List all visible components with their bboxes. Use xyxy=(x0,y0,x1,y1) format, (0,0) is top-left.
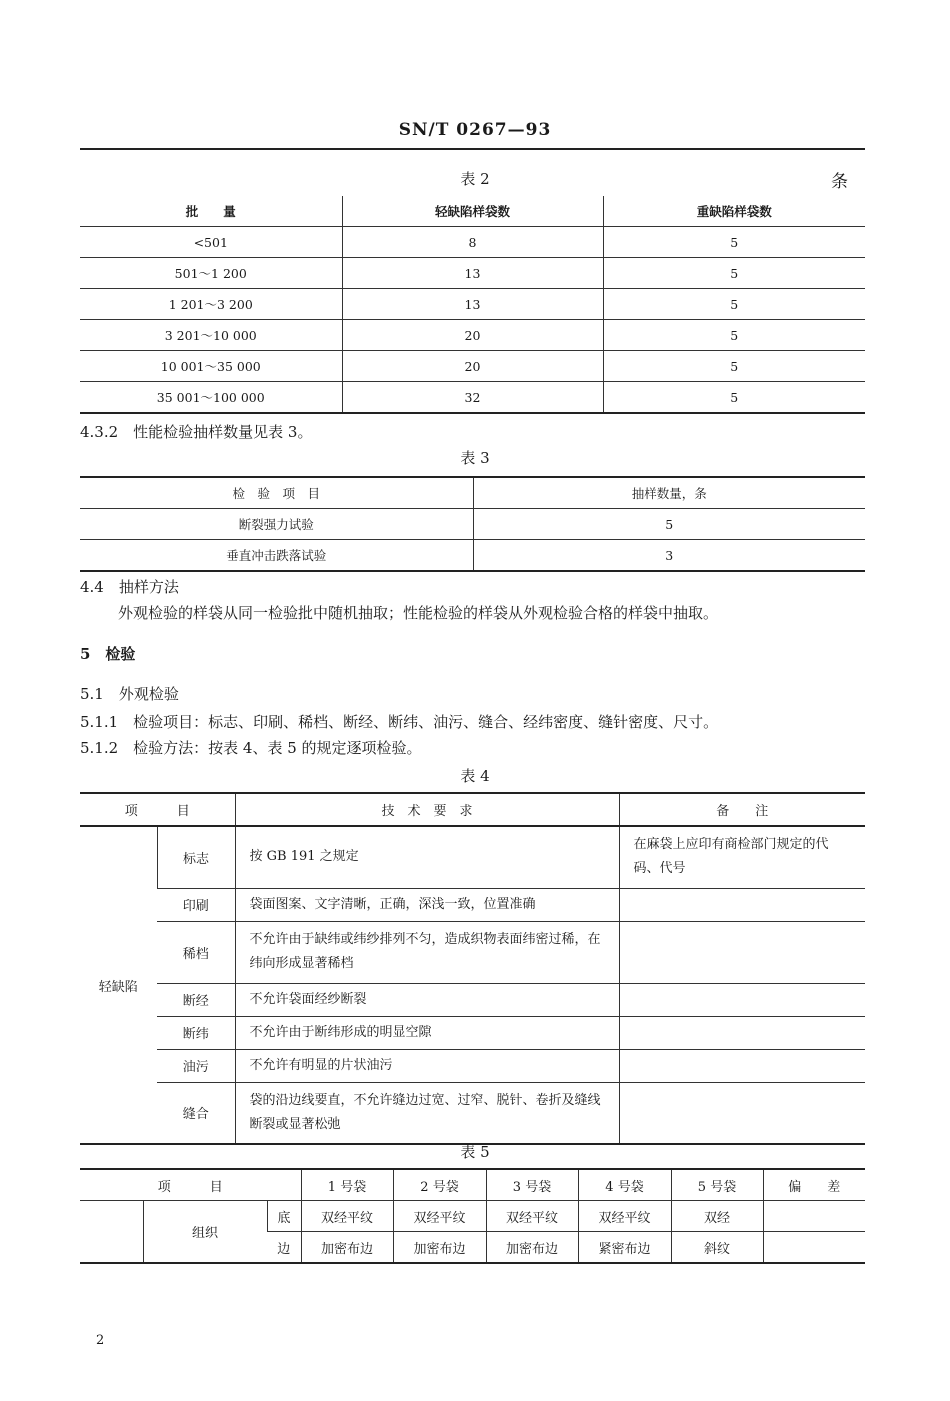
table-row xyxy=(80,382,865,414)
table-row xyxy=(80,540,865,572)
table-cell: 5 xyxy=(603,227,865,258)
table-cell: 双经平纹 xyxy=(578,1201,671,1232)
note-cell xyxy=(619,1082,865,1144)
table-row xyxy=(80,509,865,540)
requirement-cell: 按 GB 191 之规定 xyxy=(235,826,619,888)
table-header-row xyxy=(80,1169,865,1201)
requirement-cell: 不允许由于缺纬或纬纱排列不匀，造成织物表面纬密过稀，在纬向形成显著稀档 xyxy=(235,921,619,983)
section-4-3-2: 4.3.2 性能检验抽样数量见表 3。 xyxy=(80,423,313,441)
doc-header: SN/T 0267—93 xyxy=(398,120,552,140)
note-cell xyxy=(619,1049,865,1082)
column-header: 批 量 xyxy=(185,204,236,219)
table2-unit: 条 xyxy=(831,172,848,192)
column-header: 检 验 项 目 xyxy=(232,486,320,501)
table-cell: 垂直冲击跌落试验 xyxy=(80,540,473,572)
table4-caption: 表 4 xyxy=(460,767,490,785)
table-cell: <501 xyxy=(80,227,342,258)
item-cell: 断纬 xyxy=(157,1016,235,1049)
table-cell: 3 201～10 000 xyxy=(80,320,342,351)
table-cell: 5 xyxy=(603,382,865,414)
sub-item-cell: 底 xyxy=(267,1201,301,1232)
note-cell xyxy=(619,888,865,921)
table-row xyxy=(80,1049,865,1082)
group-cell: 轻缺陷 xyxy=(98,979,138,995)
table4 xyxy=(80,792,865,1145)
table-cell: 35 001～100 000 xyxy=(80,382,342,414)
column-header: 重缺陷样袋数 xyxy=(603,196,865,227)
table2-caption: 表 2 xyxy=(460,170,490,188)
table-cell: 5 xyxy=(603,258,865,289)
table-cell: 加密布边 xyxy=(486,1232,578,1264)
table-cell: 1 201～3 200 xyxy=(80,289,342,320)
column-header: 4 号袋 xyxy=(578,1169,671,1201)
column-header: 抽样数量，条 xyxy=(473,477,865,509)
table-cell: 加密布边 xyxy=(301,1232,393,1264)
section-5-1-1: 5.1.1 检验项目：标志、印刷、稀档、断经、断纬、油污、缝合、经纬密度、缝针密度、尺寸。 xyxy=(80,713,719,731)
sub-item-cell: 边 xyxy=(267,1232,301,1264)
table5 xyxy=(80,1168,865,1264)
table-cell: 双经平纹 xyxy=(486,1201,578,1232)
note-cell xyxy=(619,1016,865,1049)
item-cell: 油污 xyxy=(157,1049,235,1082)
section-4-4-text: 外观检验的样袋从同一检验批中随机抽取；性能检验的样袋从外观检验合格的样袋中抽取。 xyxy=(118,604,719,622)
item-cell: 断经 xyxy=(157,983,235,1016)
table-cell: 10 001～35 000 xyxy=(80,351,342,382)
table-row xyxy=(80,888,865,921)
table5-caption: 表 5 xyxy=(460,1143,490,1161)
column-header: 备 注 xyxy=(619,793,865,826)
column-header: 1 号袋 xyxy=(301,1169,393,1201)
item-cell: 印刷 xyxy=(157,888,235,921)
table-cell: 20 xyxy=(342,320,603,351)
column-header: 5 号袋 xyxy=(671,1169,763,1201)
table-cell: 双经平纹 xyxy=(301,1201,393,1232)
table-row xyxy=(80,1201,865,1232)
table2 xyxy=(80,196,865,414)
requirement-cell: 不允许有明显的片状油污 xyxy=(235,1049,619,1082)
table-row xyxy=(80,1082,865,1144)
table-row xyxy=(80,826,865,888)
section-5-1: 5.1 外观检验 xyxy=(80,685,179,703)
item-cell: 缝合 xyxy=(157,1082,235,1144)
column-header: 3 号袋 xyxy=(486,1169,578,1201)
column-header: 轻缺陷样袋数 xyxy=(342,196,603,227)
column-header: 2 号袋 xyxy=(393,1169,486,1201)
table-cell: 双经 xyxy=(671,1201,763,1232)
table-row xyxy=(80,258,865,289)
table-cell: 加密布边 xyxy=(393,1232,486,1264)
deviation-cell xyxy=(763,1232,865,1264)
requirement-cell: 袋的沿边线要直，不允许缝边过宽、过窄、脱针、卷折及缝线断裂或显著松弛 xyxy=(235,1082,619,1144)
column-header: 技 术 要 求 xyxy=(235,793,619,826)
table-cell: 3 xyxy=(473,540,865,572)
column-header: 项 目 xyxy=(157,1179,223,1195)
table-cell: 断裂强力试验 xyxy=(80,509,473,540)
table-cell: 20 xyxy=(342,351,603,382)
table-cell: 13 xyxy=(342,289,603,320)
column-header: 项 目 xyxy=(80,793,235,826)
table-row xyxy=(80,227,865,258)
deviation-cell xyxy=(763,1201,865,1232)
table-row xyxy=(80,320,865,351)
item-cell: 标志 xyxy=(157,826,235,888)
requirement-cell: 不允许袋面经纱断裂 xyxy=(235,983,619,1016)
table-cell: 紧密布边 xyxy=(578,1232,671,1264)
table-cell: 双经平纹 xyxy=(393,1201,486,1232)
table-cell: 8 xyxy=(342,227,603,258)
table-cell: 5 xyxy=(603,320,865,351)
table-row xyxy=(80,1016,865,1049)
table-row xyxy=(80,921,865,983)
table-cell: 13 xyxy=(342,258,603,289)
blank-cell xyxy=(80,1201,143,1264)
table-cell: 斜纹 xyxy=(671,1232,763,1264)
table-row xyxy=(80,351,865,382)
table-row xyxy=(80,983,865,1016)
table-header-row xyxy=(80,196,865,227)
note-cell xyxy=(619,983,865,1016)
table-header-row xyxy=(80,793,865,826)
note-cell xyxy=(619,921,865,983)
table-cell: 5 xyxy=(603,289,865,320)
section-5-1-2: 5.1.2 检验方法：按表 4、表 5 的规定逐项检验。 xyxy=(80,739,422,757)
table3 xyxy=(80,476,865,572)
section-4-4: 4.4 抽样方法 xyxy=(80,578,179,596)
table-cell: 32 xyxy=(342,382,603,414)
table-cell: 501～1 200 xyxy=(80,258,342,289)
section-5: 5 检验 xyxy=(80,645,136,663)
table-cell: 5 xyxy=(603,351,865,382)
requirement-cell: 不允许由于断纬形成的明显空隙 xyxy=(235,1016,619,1049)
table3-caption: 表 3 xyxy=(460,449,490,467)
column-header: 偏 差 xyxy=(763,1169,865,1201)
table-row xyxy=(80,289,865,320)
table-header-row xyxy=(80,477,865,509)
table-cell: 5 xyxy=(473,509,865,540)
requirement-cell: 袋面图案、文字清晰，正确，深浅一致，位置准确 xyxy=(235,888,619,921)
item-cell: 稀档 xyxy=(157,921,235,983)
note-cell: 在麻袋上应印有商检部门规定的代码、代号 xyxy=(619,826,865,888)
header-rule xyxy=(80,148,865,150)
group-cell: 组织 xyxy=(143,1201,267,1264)
page-number: 2 xyxy=(96,1333,105,1348)
